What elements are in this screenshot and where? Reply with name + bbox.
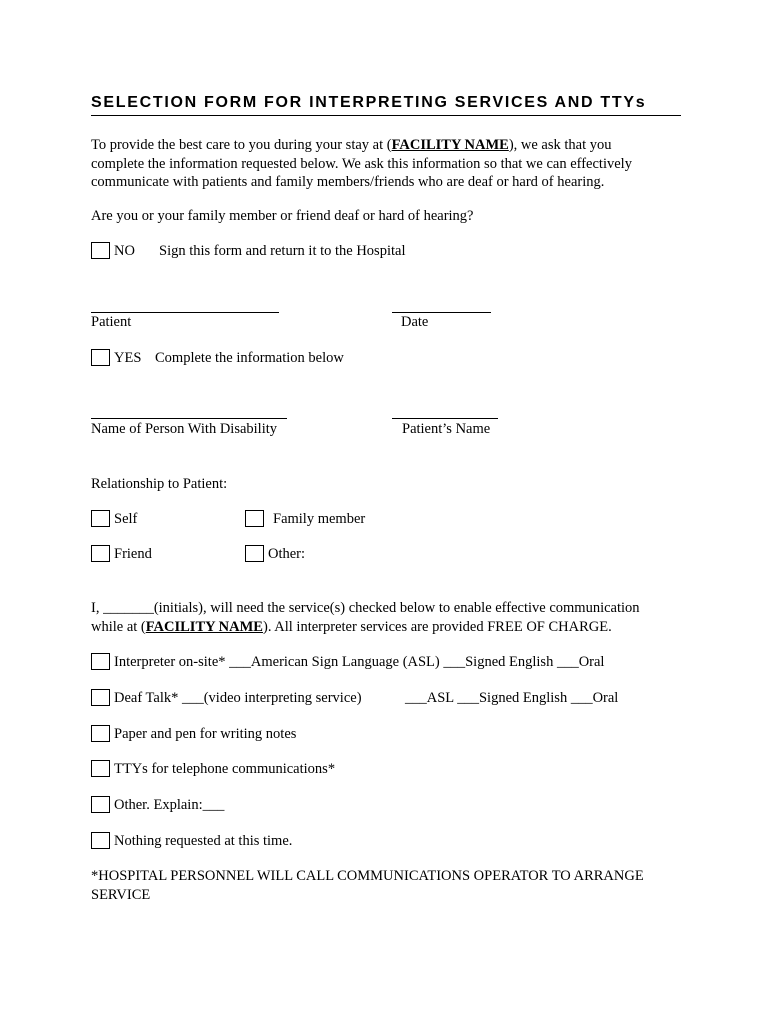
patient-label: Patient [91,314,132,330]
nothing-requested-checkbox[interactable] [91,832,110,849]
paper-pen-label: Paper and pen for writing notes [114,726,297,742]
service-other [91,796,224,814]
intro-text: communicate with patients and family members/friends who are deaf or hard of hearing. [91,174,605,190]
other-relationship-label: Other: [268,546,306,562]
self-label: Self [114,511,138,527]
nothing-requested-label: Nothing requested at this time. [114,833,293,849]
deaf-talk-options: ___ASL ___Signed English ___Oral [405,690,619,706]
family-member-checkbox[interactable] [245,510,264,527]
form-title: SELECTION FORM FOR INTERPRETING SERVICES AND TTYs [91,94,681,116]
no-label: NO [114,243,135,259]
interpreter-label: Interpreter on-site* ___American Sign Language (ASL) ___Signed English ___Oral [114,654,605,670]
footnote-text: *HOSPITAL PERSONNEL WILL CALL COMMUNICATIONS OPERATOR TO ARRANGE [91,868,644,884]
yes-checkbox[interactable] [91,349,110,366]
hearing-question: Are you or your family member or friend deaf or hard of hearing? [91,208,474,224]
relationship-label: Relationship to Patient: [91,476,228,492]
patient-name-label: Patient’s Name [402,421,491,437]
relationship-self [91,510,137,528]
family-member-label: Family member [273,511,366,527]
service-ttys [91,760,335,778]
facility-name-placeholder: FACILITY NAME [391,137,509,153]
self-checkbox[interactable] [91,510,110,527]
statement-text: ). All interpreter services are provided FREE OF CHARGE. [262,618,612,635]
patient-signature-line[interactable] [91,312,279,313]
deaf-talk-checkbox[interactable] [91,689,110,706]
person-with-disability-label: Name of Person With Disability [91,421,278,437]
statement-text: I, _______(initials), will need the service(s) checked below to enable effective communication [91,600,640,616]
service-interpreter [91,653,604,671]
no-checkbox[interactable] [91,242,110,259]
footnote [91,867,691,904]
yes-option [91,349,141,367]
relationship-friend [91,545,152,563]
other-service-label: Other. Explain:___ [114,797,225,813]
facility-name-placeholder: FACILITY NAME [145,618,263,635]
footnote-text: SERVICE [91,886,151,903]
date-label: Date [401,314,429,330]
intro-text: complete the information requested below. We ask this information so that we can effectively [91,155,632,172]
service-paper [91,725,296,743]
interpreter-checkbox[interactable] [91,653,110,670]
other-relationship-checkbox[interactable] [245,545,264,562]
statement-text: while at ( [91,618,146,635]
no-instruction: Sign this form and return it to the Hospital [159,243,406,259]
ttys-label: TTYs for telephone communications* [114,761,336,777]
no-option [91,242,135,260]
service-deaf-talk [91,689,362,707]
relationship-other [245,545,305,563]
yes-label: YES [114,350,142,366]
other-service-checkbox[interactable] [91,796,110,813]
patient-name-line[interactable] [392,418,498,419]
service-nothing [91,832,292,850]
friend-label: Friend [114,546,152,562]
services-statement [91,599,691,636]
intro-text: ), we ask that you [508,137,612,153]
paper-pen-checkbox[interactable] [91,725,110,742]
relationship-family [245,510,365,528]
intro-text: To provide the best care to you during your stay at ( [91,137,392,153]
date-line[interactable] [392,312,491,313]
person-with-disability-line[interactable] [91,418,287,419]
friend-checkbox[interactable] [91,545,110,562]
yes-instruction: Complete the information below [155,350,344,366]
deaf-talk-label: Deaf Talk* ___(video interpreting service) [114,690,362,706]
ttys-checkbox[interactable] [91,760,110,777]
intro-paragraph [91,136,691,192]
